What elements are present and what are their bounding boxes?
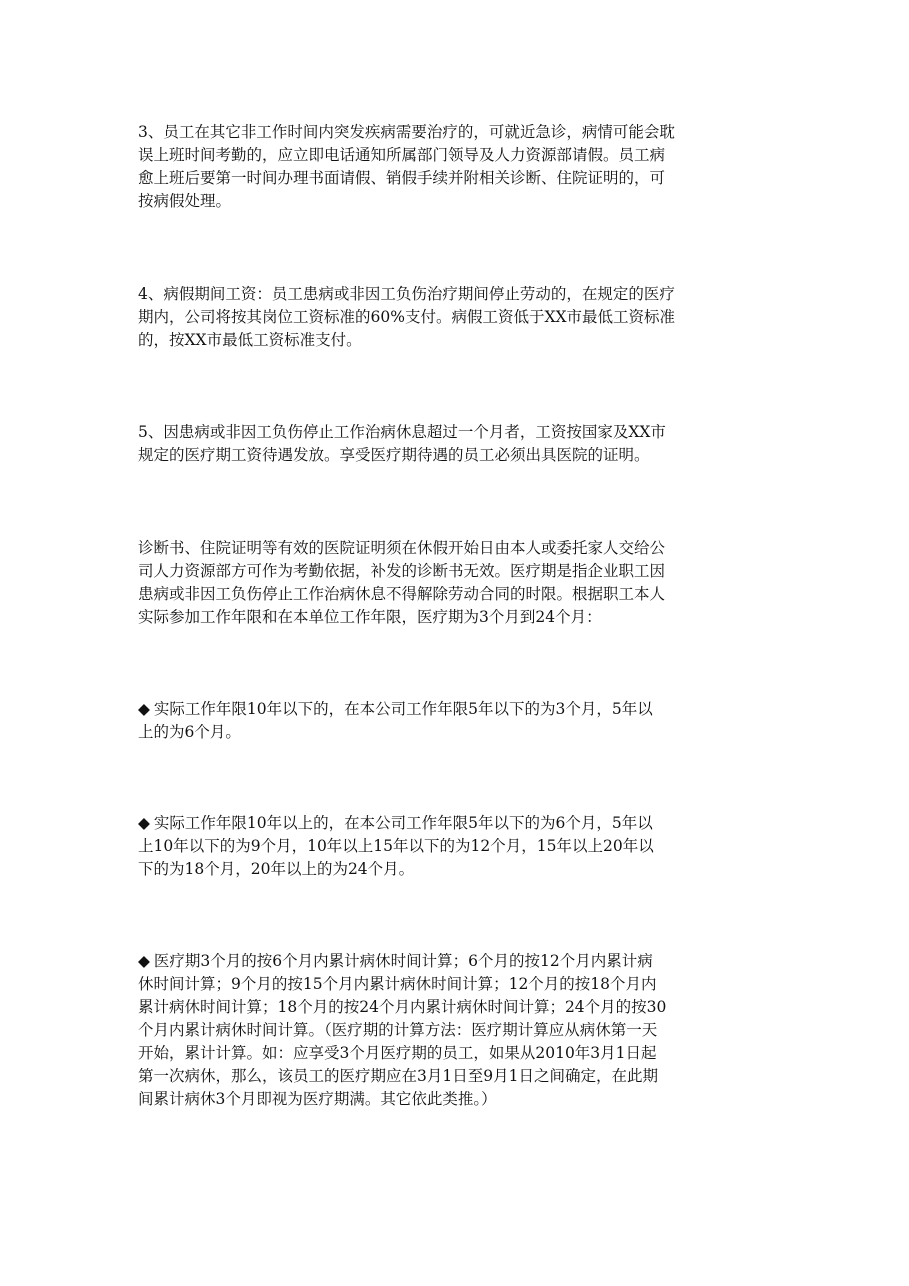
text-line xyxy=(138,812,778,835)
text-line xyxy=(138,950,778,973)
text-line: 按病假处理。 xyxy=(138,192,232,210)
text-line: 误上班时间考勤的，应立即电话通知所属部门领导及人力资源部请假。员工病 xyxy=(138,146,666,164)
bullet-medical-period-calculation xyxy=(138,950,778,1111)
text-line: 3、员工在其它非工作时间内突发疾病需要治疗的，可就近急诊，病情可能会耽 xyxy=(138,123,675,141)
text-line: 上的为6个月。 xyxy=(138,723,241,741)
text-line: 第一次病休，那么，该员工的医疗期应在3月1日至9月1日之间确定，在此期 xyxy=(138,1067,658,1085)
text-line: 4、病假期间工资：员工患病或非因工负伤治疗期间停止劳动的，在规定的医疗 xyxy=(138,285,675,303)
paragraph-sick-leave-wages xyxy=(138,283,778,352)
text-line: 司人力资源部方可作为考勤依据，补发的诊断书无效。医疗期是指企业职工因 xyxy=(138,562,666,580)
text-line: 实际参加工作年限和在本单位工作年限，医疗期为3个月到24个月： xyxy=(138,608,602,626)
text-line: 间累计病休3个月即视为医疗期满。其它依此类推。） xyxy=(138,1090,497,1108)
text-line: 患病或非因工负伤停止工作治病休息不得解除劳动合同的时限。根据职工本人 xyxy=(138,585,666,603)
text-line: 期内，公司将按其岗位工资标准的60%支付。病假工资低于XX市最低工资标准 xyxy=(138,308,676,326)
paragraph-long-term-sick-leave xyxy=(138,421,778,467)
text-line: 开始，累计计算。如：应享受3个月医疗期的员工，如果从2010年3月1日起 xyxy=(138,1044,657,1062)
bullet-under-10-years xyxy=(138,698,778,744)
text-line: 5、因患病或非因工负伤停止工作治病休息超过一个月者，工资按国家及XX市 xyxy=(138,423,666,441)
text-line: 休时间计算；9个月的按15个月内累计病休时间计算；12个月的按18个月内 xyxy=(138,975,657,993)
bullet-text: 实际工作年限10年以上的，在本公司工作年限5年以下的为6个月，5年以 xyxy=(153,814,653,832)
text-line xyxy=(138,698,778,721)
bullet-over-10-years xyxy=(138,812,778,881)
text-line: 个月内累计病休时间计算。（医疗期的计算方法：医疗期计算应从病休第一天 xyxy=(138,1021,658,1039)
bullet-text: 实际工作年限10年以下的，在本公司工作年限5年以下的为3个月，5年以 xyxy=(153,700,653,718)
paragraph-sick-leave-non-work-hours xyxy=(138,121,778,213)
bullet-text: 医疗期3个月的按6个月内累计病休时间计算；6个月的按12个月内累计病 xyxy=(153,952,653,970)
diamond-bullet-icon: ◆ xyxy=(138,952,150,970)
text-line: 规定的医疗期工资待遇发放。享受医疗期待遇的员工必须出具医院的证明。 xyxy=(138,446,650,464)
diamond-bullet-icon: ◆ xyxy=(138,700,150,718)
text-line: 上10年以下的为9个月，10年以上15年以下的为12个月，15年以上20年以 xyxy=(138,837,654,855)
paragraph-medical-certificate xyxy=(138,537,778,629)
text-line: 下的为18个月，20年以上的为24个月。 xyxy=(138,860,415,878)
text-line: 的，按XX市最低工资标准支付。 xyxy=(138,331,362,349)
diamond-bullet-icon: ◆ xyxy=(138,814,150,832)
text-line: 累计病休时间计算；18个月的按24个月内累计病休时间计算；24个月的按30 xyxy=(138,998,667,1016)
text-line: 诊断书、住院证明等有效的医院证明须在休假开始日由本人或委托家人交给公 xyxy=(138,539,666,557)
text-line: 愈上班后要第一时间办理书面请假、销假手续并附相关诊断、住院证明的，可 xyxy=(138,169,666,187)
